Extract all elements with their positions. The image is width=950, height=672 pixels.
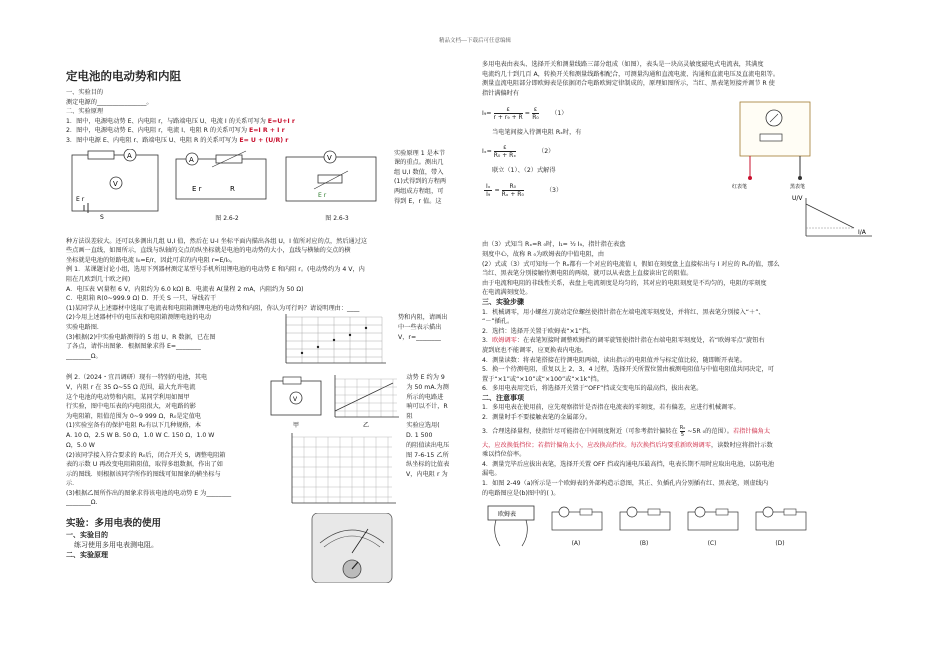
grid-graph-3 — [280, 431, 398, 509]
text-line: 5．换一个待测电阻，重复以上 2、3、4 过程，选择开关所置位置由被测电阻值与中值电阻值共同决定，可 — [482, 366, 774, 374]
text-line: 漏电。 — [482, 470, 501, 478]
text-line: 的电路图应是(b)图中的( )。 — [482, 489, 560, 497]
svg-text:红表笔: 红表笔 — [732, 184, 748, 191]
figure-caption: 图 2.6-2 — [215, 214, 239, 222]
principle-1: 1．图中，电源电动势 E、内电阻 r，与路端电压 U、电流 I 的关系可写为 E=U+I r — [66, 117, 295, 125]
text-line: 多用电表由表头、选择开关和测量线路三部分组成（如图），表头是一块高灵敏度磁电式电流表，其满度 — [482, 61, 764, 68]
text-line: 4．测量完毕后应拔出表笔，选择开关置 OFF 挡或沟通电压最高挡，电表长期不用时应取出电池，以防电池 — [482, 460, 775, 468]
section-heading: 二、注意事项 — [482, 393, 524, 402]
text-line: 2．测量时手不要接触表笔的金属部分。 — [482, 414, 592, 422]
left-column — [66, 68, 472, 583]
svg-text:A: A — [189, 155, 194, 164]
text-line: 电流约几十到几百 A，转换开关和测量线路相配合，可测量沟通和直流电流、沟通和直流电压及直流电阻等。 — [482, 70, 780, 78]
note-3b: 大，应改换低挡位；若指针偏角太小，应改换高挡位。每次换挡后均要重新欧姆调零，读数时应将指针示数 — [482, 441, 773, 449]
option-circuits — [482, 504, 884, 548]
text-line: 刻度中心，故称 R ₀为欧姆表的中值电阻，由 — [482, 250, 605, 258]
multimeter-image — [296, 513, 406, 583]
svg-text:U/V: U/V — [792, 195, 803, 203]
svg-text:E r: E r — [192, 184, 202, 193]
text-line: A．电压表 V(量程 6 V，内阻约为 6.0 kΩ) B．电流表 A(量程 2 mA，内阻约为 50 Ω) — [66, 285, 304, 293]
text-line: 1．机械调零，用小螺丝刀旋动定位螺丝使指针指在左端电流零刻度处，并将红、黑表笔分别接入“＋”、 — [482, 308, 765, 316]
grid-graph-1 — [272, 313, 390, 369]
formula-2: Iₓ= $\frac{\varepsilon}{\text{R₀ + Rₓ}}$ （2） — [482, 144, 555, 160]
page-header: 精品文档---下载后可任意编辑 — [439, 38, 511, 44]
text-line: 二、实验原理 — [66, 108, 104, 116]
ohmmeter-circuit — [720, 98, 830, 190]
text-line: 例 1．某课题讨论小组，选用下列器材测定某型号手机所用锂电池的电动势 E 和内阻 r。(电动势约为 4 V，内 — [66, 266, 365, 274]
text-line: 乘以挡位倍率。 — [482, 451, 526, 459]
formula-3: $\frac{\text{Iₓ}}{\text{I₉}}$ = $\frac{\text{R₀}}{\text{Rₓ + R₀}}$ （3） — [486, 183, 563, 199]
text-line: 2．选挡：选择开关置于欧姆表“×1”挡。 — [482, 327, 595, 335]
text-line: 阻在几欧到几十欧之间) — [66, 275, 131, 283]
text-line: 由于电流和电阻的非线性关系，表盘上电流刻度是均匀的，其对应的电阻刻度是不均匀的，电阻的零刻度 — [482, 279, 767, 287]
circuit-diagram-jia — [265, 373, 327, 429]
svg-text:乙: 乙 — [362, 422, 369, 430]
text-line: 由（3）式知当 Rₓ=R ₀时，I₁= ½ I₉，指针指在表盘 — [482, 241, 626, 249]
text-line: 置于“×1”或“×10”或“×100”或“×1k”挡。 — [482, 375, 603, 383]
svg-text:R: R — [230, 184, 235, 193]
svg-text:V: V — [293, 396, 298, 404]
svg-text:V: V — [113, 179, 118, 188]
principle-2: 2．图中，电源电动势 E、内电阻 r，电流 I、电阻 R 的关系可写为 E=I R + I r — [66, 127, 285, 135]
example2-block: 例 2.（2024・宜昌调研）现有一特别的电池，其电 V，内阻 r 在 35 Ω~55 Ω 范围，最大允许电流 这个电池的电动势和内阻，某同学利用如图甲 行实验，图中电压表的内电阻很大，对电路的影 为电阻箱，阻值范围为 0~9 999 Ω，R₀是定值电 (1)实验室备有的保护电阻 R₀有以下几种规格，本 V 甲 乙 动势 E 约为 9 为 50 mA.为测 所示的电路进 响可以不计，R 阻 实验应选用( — [66, 374, 449, 430]
text-line: (1)某同学从上述器材中选取了电流表和电阻箱测锂电池的电动势和内阻，你认为可行吗？请说明理由：____ — [66, 304, 360, 312]
text-line: “－”插孔。 — [482, 318, 514, 326]
note-3: 3．合理选择量程，使指针尽可能指在中间刻度附近（可参考指针偏转在 R₀ 5 ~5R ₀的范围）。 若指针偏角太 — [482, 425, 771, 439]
text-line: 4．测量读数：将表笔搭接在待测电阻两端，读出指示的电阻值并与标定值比较，随即断开表笔。 — [482, 356, 746, 364]
figure-caption: 图 2.6-3 — [325, 214, 349, 222]
example2-questions: A. 10 Ω，2.5 W B. 50 Ω，1.0 W C. 150 Ω，1.0 W Ω，5.0 W (2)该同学接入符合要求的 R₀后，闭合开关 S，调整电阻箱 表的示数 U 再改变电阻箱阻值，取得多组数据，作出了如 示的图线．则根据该同学所作的图线可知图象的横坐标与 示． (3)根据乙图所作出的图象求得该电池的电动势 E 为________ ________Ω. D. 1 500 的阻值读出电压 图 7-6-15 乙所 纵坐标的比值表 V，内电阻 r 为 — [66, 431, 472, 509]
circuit-diagram-1 — [66, 149, 166, 221]
svg-text:I/A: I/A — [858, 229, 866, 237]
circuit-diagram-2 — [172, 149, 272, 209]
text-line: 一、实验目的 — [66, 89, 104, 96]
svg-text:黑表笔: 黑表笔 — [790, 184, 806, 191]
svg-text:甲: 甲 — [293, 422, 300, 430]
text-line: 1．多用电表在使用前，应先观察指针是否指在电流表的零刻度，若有偏差，应进行机械调零。 — [482, 404, 740, 412]
principle-3: 3．图中电源 E、内电阻 r、路端电压 U、电阻 R 的关系可写为 E= U + (U/R) r — [66, 136, 289, 144]
side-note: 实验原理 1 是本节 课的重点。测出几 组 U,I 数值，带入 (1)式得到的方程两 两组成方程组，可 得到 E，r 值。这 — [394, 149, 447, 205]
formula-1: I₉= $\frac{\varepsilon}{\text{r + r₉ + R}}$ = $\frac{\varepsilon}{\text{R₀}}$ （1） — [482, 105, 568, 121]
right-column — [482, 60, 884, 548]
section-heading: 三、实验步骤 — [482, 297, 524, 306]
doc-title: 定电池的电动势和内阻 — [66, 69, 181, 83]
text-line: 在电流满刻度处。 — [482, 289, 532, 297]
svg-text:V: V — [327, 153, 332, 162]
circuit-diagram-3 — [282, 149, 382, 209]
option-a[interactable]: (A) — [542, 504, 610, 547]
ohmmeter-box — [482, 504, 542, 548]
text-line: 1．如图 2-49（a)所示是一个欧姆表的外部构造示意图，其正、负插孔内分别插有红、黑表笔，则虚线内 — [482, 480, 769, 488]
multimeter-section: 实验：多用电表的使用 一、实验目的 练习使用多用电表测电阻。 二、实验原理 — [66, 513, 472, 583]
text-line: 6．多用电表用完后，将选择开关置于“OFF”挡或交变电压的最高挡，拔出表笔。 — [482, 385, 703, 393]
text-line: 旋到底也不能调零，应更换表内电池。 — [482, 346, 588, 354]
svg-text:欧姆表: 欧姆表 — [498, 511, 517, 519]
text-line: 测定电源的________________。 — [66, 98, 153, 106]
text-line: 当红、黑表笔分别接触待测电阻的两端，就可以从表盘上直接读出它的阻值。 — [482, 270, 693, 278]
option-c[interactable]: (C) — [678, 504, 746, 547]
text-line: 坐标就是电池的短路电流 I₀=E/r，因此可求的内电阻 r=E/I₀。 — [66, 256, 236, 264]
svg-text:E r: E r — [76, 195, 85, 203]
example1-block: (2)今用上述器材中的电压表和电阻箱测锂电池的电动 实验电路图. (3)根据(2)中实验电路测得的 5 组 U、R 数据，已在图 了各点，请作出图象．根据图象求得 E=________ ________Ω。 势和内阻，请画出 中一些表示描出 V，r=________ — [66, 313, 472, 369]
ui-graph — [792, 192, 876, 240]
text-line: (2）式或（3）式可知每一个 Rₓ都有一个对应的电流值 I，假如在刻度盘上直接标出与 I 对应的 Rₓ的值，那么 — [482, 260, 780, 268]
step-3: 3．欧姆调零：在表笔短接时调整欧姆挡的调零旋钮使指针指在右端电阻零刻度处，若“欧姆零点”旋钮右 — [482, 337, 765, 345]
text-line: 指针满偏时有 — [482, 89, 520, 97]
circuit-figures — [66, 149, 472, 237]
formula-block: I₉= $\frac{\varepsilon}{\text{r + r₉ + R}}$ = $\frac{\varepsilon}{\text{R₀}}$ （1） 当电笔间接入待测电阻 Rₓ时，有 Iₓ= $\frac{\varepsilon}{\text{R₀ + Rₓ}}$ （2） 联立（1）、（2）式解得 $\frac{\text{Iₓ}}{\text{I₉}}$ = $\frac{\text{R₀}}{\text{Rₓ + R₀}}$ （3） 红表笔 黑表笔 U/V I/A — [482, 98, 884, 240]
grid-graph-2 — [327, 373, 401, 429]
svg-text:S: S — [100, 213, 104, 221]
text-line: C．电阻箱 R(0~999.9 Ω) D．开关 S 一只、导线若干 — [66, 295, 217, 303]
section-heading: 实验：多用电表的使用 — [66, 518, 162, 530]
text-line: 种方法误差较大。还可以多测出几组 U,I 值，然后在 U-I 坐标平面内描出各组 U，I 值所对应的点，然后通过这 — [66, 237, 368, 245]
svg-text:E r: E r — [318, 191, 327, 199]
text-line: 测量直流电阻部分即欧姆表是依据闭合电路欧姆定律制成的，原理如图所示，当红、黑表笔短接并调节 R 使 — [482, 80, 775, 88]
svg-text:A: A — [127, 151, 132, 160]
option-b[interactable]: (B) — [610, 504, 678, 547]
option-d[interactable]: (D) — [746, 504, 814, 547]
text-line: 些点画一直线，如图所示，直线与纵轴的交点的纵坐标就是电池的电动势的大小，直线与横轴的交点的横 — [66, 247, 351, 255]
